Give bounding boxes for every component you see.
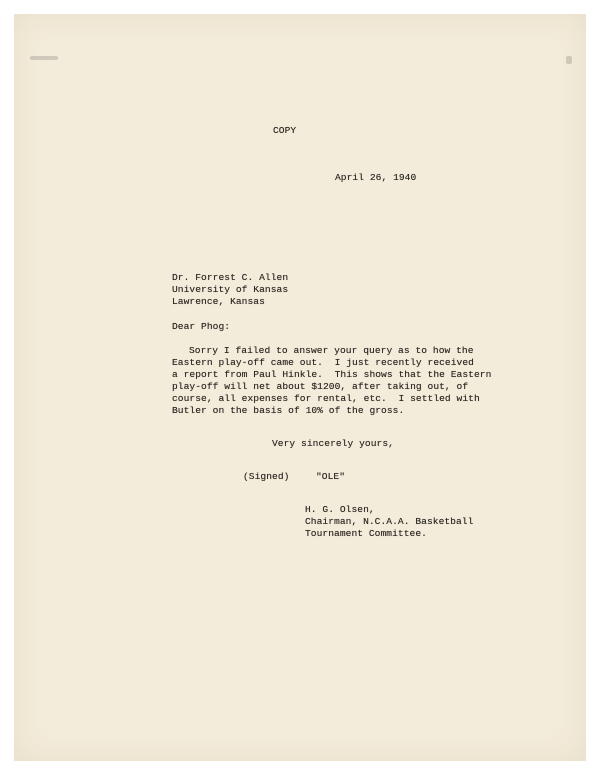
document-page — [14, 14, 586, 761]
copy-heading: COPY — [273, 125, 297, 136]
letter-date: April 26, 1940 — [335, 172, 417, 183]
signer-committee: Tournament Committee. — [305, 528, 427, 539]
recipient-city: Lawrence, Kansas — [172, 296, 265, 307]
body-line: Sorry I failed to answer your query as to how the — [189, 345, 474, 356]
paper-smudge-mark — [30, 56, 58, 60]
signer-title: Chairman, N.C.A.A. Basketball — [305, 516, 474, 527]
paper-smudge-mark — [566, 56, 572, 64]
body-line: course, all expenses for rental, etc. I settled with — [172, 393, 480, 404]
body-line: Butler on the basis of 10% of the gross. — [172, 405, 405, 416]
body-line: play-off will net about $1200, after taking out, of — [172, 381, 469, 392]
body-line: Eastern play-off came out. I just recently received — [172, 357, 474, 368]
salutation: Dear Phog: — [172, 321, 231, 332]
recipient-name: Dr. Forrest C. Allen — [172, 272, 289, 283]
body-line: a report from Paul Hinkle. This shows that the Eastern — [172, 369, 492, 380]
signed-label: (Signed) — [243, 471, 290, 482]
closing: Very sincerely yours, — [272, 438, 394, 449]
recipient-institution: University of Kansas — [172, 284, 289, 295]
signer-name: H. G. Olsen, — [305, 504, 375, 515]
signed-name: "OLE" — [316, 471, 346, 482]
